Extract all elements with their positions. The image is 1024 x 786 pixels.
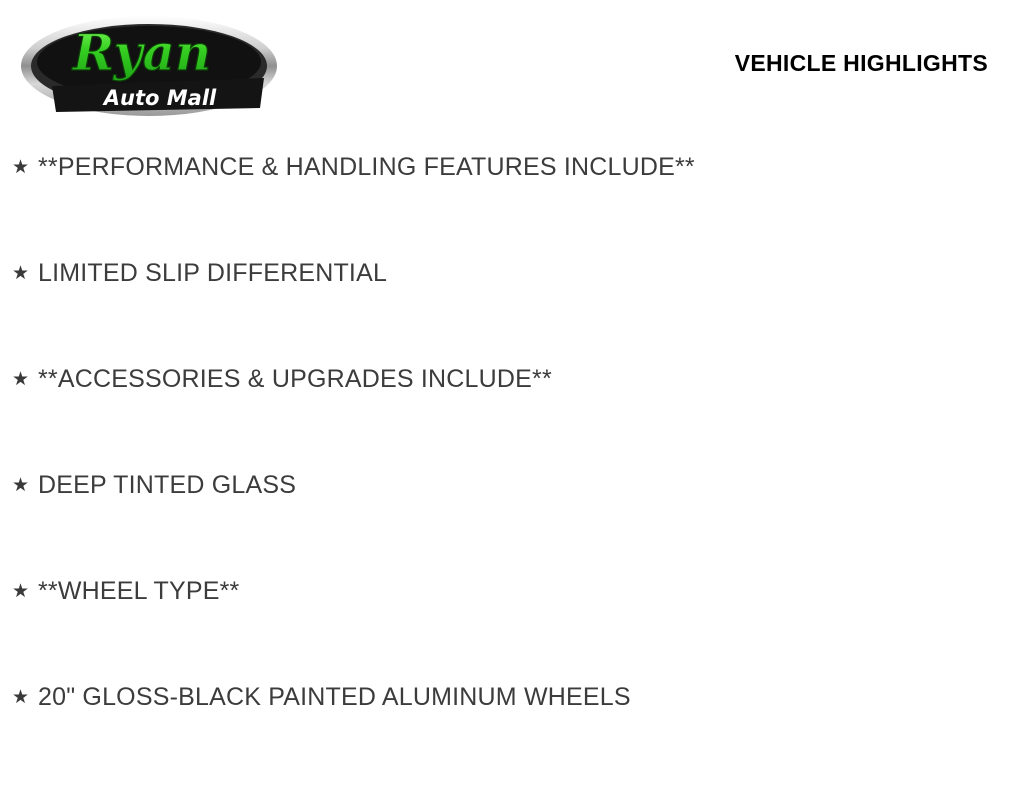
ryan-auto-mall-logo [14,8,284,126]
svg-text:Auto Mall: Auto Mall [103,86,217,110]
list-item [0,680,1024,786]
star-icon: ★ [12,687,30,708]
list-item [0,362,1024,468]
star-icon: ★ [12,369,30,390]
svg-text:Ryan: Ryan [72,23,212,82]
highlight-text: 20" GLOSS-BLACK PAINTED ALUMINUM WHEELS [38,683,631,711]
star-icon: ★ [12,157,30,178]
list-item [0,468,1024,574]
list-item [0,256,1024,362]
highlights-list [0,150,1024,786]
page-header [0,0,1024,132]
highlight-text: **PERFORMANCE & HANDLING FEATURES INCLUDE** [38,153,695,181]
highlight-text: DEEP TINTED GLASS [38,471,297,499]
page-title: VEHICLE HIGHLIGHTS [734,50,988,76]
highlight-text: **WHEEL TYPE** [38,577,240,605]
list-item [0,150,1024,256]
highlight-text: LIMITED SLIP DIFFERENTIAL [38,259,388,287]
star-icon: ★ [12,475,30,496]
star-icon: ★ [12,581,30,602]
highlight-text: **ACCESSORIES & UPGRADES INCLUDE** [38,365,552,393]
star-icon: ★ [12,263,30,284]
list-item [0,574,1024,680]
